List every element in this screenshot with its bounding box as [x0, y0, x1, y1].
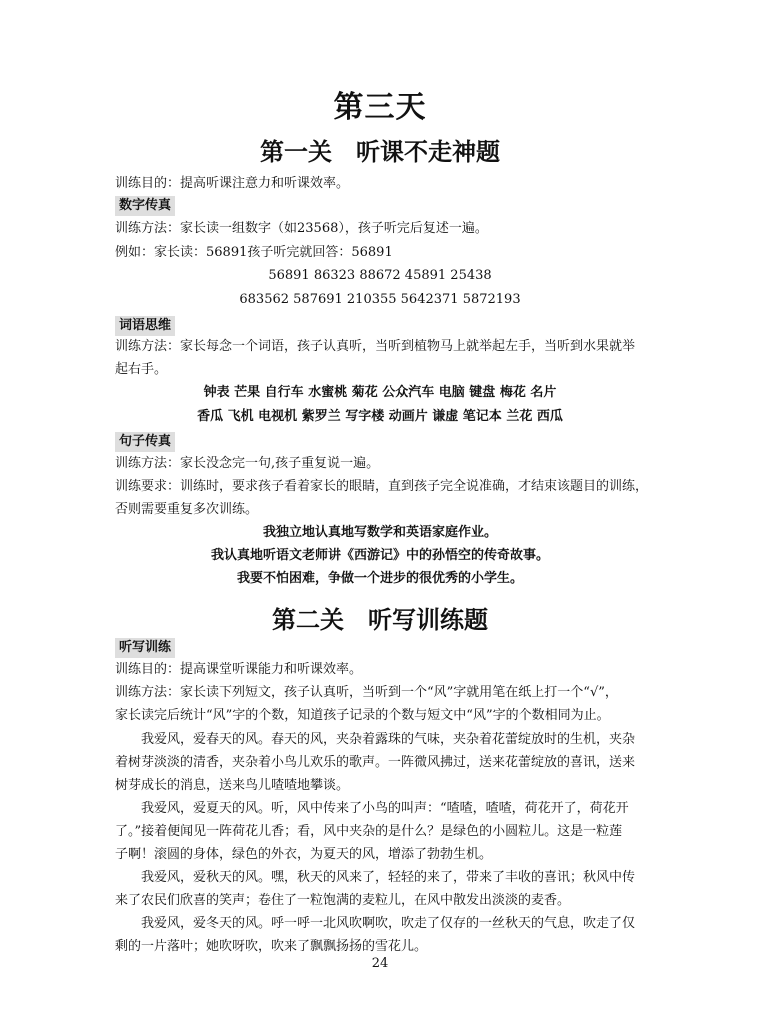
text-line: 家长读完后统计“风”字的个数，知道孩子记录的个数与短文中“风”字的个数相同为止。 — [115, 708, 610, 723]
text-line: 训练方法：家长没念完一句,孩子重复说一遍。 — [115, 456, 380, 471]
paragraph-line: 我爱风，爱秋天的风。嘿，秋天的风来了，轻轻的来了，带来了丰收的喜讯；秋风中传 — [141, 870, 636, 885]
paragraph-line: 树芽成长的消息，送来鸟儿喳喳地攀谈。 — [115, 778, 350, 793]
paragraph-line: 剩的一片落叶；她吹呀吹，吹来了飘飘扬扬的雪花儿。 — [115, 939, 428, 954]
word-list: 香瓜 飞机 电视机 紫罗兰 写字楼 动画片 谦虚 笔记本 兰花 西瓜 — [197, 409, 563, 424]
text-line: 训练要求：训练时，要求孩子看着家长的眼睛，直到孩子完全说准确，才结束该题目的训练， — [115, 479, 649, 494]
text-line: 训练目的：提高课堂听课能力和听课效率。 — [115, 662, 363, 677]
paragraph-line: 着树芽淡淡的清香，夹杂着小鸟儿欢乐的歌声。一阵微风拂过，送来花蕾绽放的喜讯，送来 — [115, 755, 636, 770]
sentence-item: 我要不怕困难，争做一个进步的很优秀的小学生。 — [236, 571, 523, 586]
number-row: 683562 587691 210355 5642371 5872193 — [239, 292, 521, 307]
paragraph-line: 来了农民们欣喜的笑声；卷住了一粒饱满的麦粒儿，在风中散发出淡淡的麦香。 — [115, 893, 571, 908]
sentence-item: 我认真地听语文老师讲《西游记》中的孙悟空的传奇故事。 — [210, 548, 549, 563]
page-number: 24 — [371, 956, 389, 971]
text-line: 训练方法：家长每念一个词语，孩子认真听，当听到植物马上就举起左手，当听到水果就举 — [115, 339, 636, 354]
sentence-item: 我独立地认真地写数学和英语家庭作业。 — [262, 525, 497, 540]
text-line: 例如：家长读：56891孩子听完就回答：56891 — [115, 245, 393, 260]
text-line: 训练方法：家长读下列短文，孩子认真听，当听到一个“风”字就用笔在纸上打一个“√”， — [115, 685, 618, 700]
word-list: 钟表 芒果 自行车 水蜜桃 菊花 公众汽车 电脑 键盘 梅花 名片 — [203, 385, 557, 400]
paragraph-line: 我爱风，爱冬天的风。呼一呼一北风吹啊吹，吹走了仅存的一丝秋天的气息，吹走了仅 — [141, 916, 636, 931]
paragraph-line: 我爱风，爱夏天的风。听，风中传来了小鸟的叫声：“喳喳，喳喳，荷花开了，荷花开 — [141, 801, 629, 816]
page-title: 第三天 — [333, 90, 427, 125]
level-1-title: 第一关 听课不走神题 — [260, 138, 500, 166]
text-line: 训练方法：家长读一组数字（如23568），孩子听完后复述一遍。 — [115, 221, 488, 236]
section-tag-sentence-relay: 句子传真 — [115, 432, 175, 452]
level-1-goal: 训练目的：提高听课注意力和听课效率。 — [115, 176, 350, 191]
text-line: 否则需要重复多次训练。 — [115, 502, 259, 517]
number-row: 56891 86323 88672 45891 25438 — [268, 268, 492, 283]
section-tag-dictation: 听写训练 — [115, 638, 175, 658]
paragraph-line: 子啊！滚圆的身体，绿色的外衣，为夏天的风，增添了勃勃生机。 — [115, 847, 493, 862]
section-tag-number-relay: 数字传真 — [115, 196, 175, 216]
text-line: 起右手。 — [115, 362, 168, 377]
paragraph-line: 我爱风，爱春天的风。春天的风，夹杂着露珠的气味，夹杂着花蕾绽放时的生机，夹杂 — [141, 732, 636, 747]
level-2-title: 第二关 听写训练题 — [272, 606, 488, 634]
paragraph-line: 了。”接着便闻见一阵荷花儿香；看，风中夹杂的是什么？是绿色的小圆粒儿。这是一粒莲 — [115, 824, 623, 839]
section-tag-word-thinking: 词语思维 — [115, 316, 175, 336]
